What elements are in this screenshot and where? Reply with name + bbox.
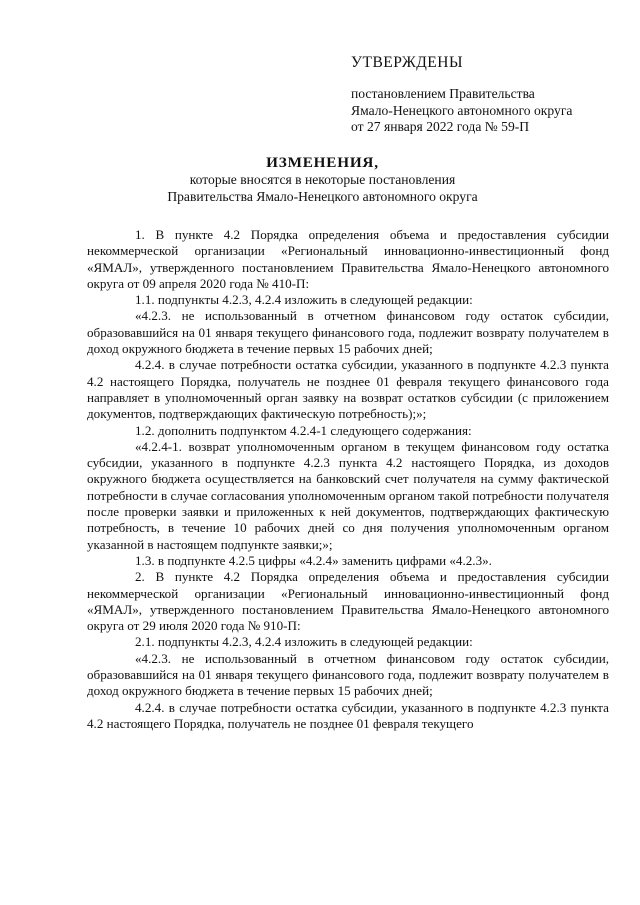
- document-subtitle-line: Правительства Ямало-Ненецкого автономного округа: [167, 188, 478, 204]
- approval-line: постановлением Правительства: [351, 86, 535, 101]
- paragraph: 4.2.4. в случае потребности остатка субсидии, указанного в подпункте 4.2.3 пункта 4.2 настоящего Порядка, получатель не позднее 01 февраля текущего: [87, 699, 609, 731]
- paragraph: «4.2.3. не использованный в отчетном финансовом году остаток субсидии, образовавшийся на 01 января текущего финансового года, подлежит возврату получателем в доход окружного бюджета в течение первых 15 рабочих дней;: [87, 308, 609, 357]
- document-title: ИЗМЕНЕНИЯ,: [266, 154, 379, 171]
- approval-line: Ямало-Ненецкого автономного округа: [351, 102, 573, 118]
- paragraph: 1. В пункте 4.2 Порядка определения объема и предоставления субсидии некоммерческой организации «Региональный инновационно-инвестиционный фонд «ЯМАЛ», утвержденного постановлением Правительства Ямало-Ненецкого автономного округа от 09 апреля 2020 года № 410-П:: [87, 227, 609, 291]
- paragraph: 1.2. дополнить подпунктом 4.2.4-1 следующего содержания:: [135, 422, 472, 438]
- approval-heading: УТВЕРЖДЕНЫ: [351, 54, 463, 71]
- paragraph: 2.1. подпункты 4.2.3, 4.2.4 изложить в следующей редакции:: [135, 634, 473, 650]
- approval-line: от 27 января 2022 года № 59-П: [351, 119, 530, 134]
- paragraph: 1.3. в подпункте 4.2.5 цифры «4.2.4» заменить цифрами «4.2.3».: [135, 552, 492, 568]
- document-title-block: [80, 154, 565, 205]
- paragraph: 1.1. подпункты 4.2.3, 4.2.4 изложить в следующей редакции:: [135, 292, 473, 308]
- document-body: [87, 227, 609, 732]
- document-subtitle-line: которые вносятся в некоторые постановления: [189, 172, 456, 187]
- approval-stamp: [351, 54, 631, 136]
- paragraph: 4.2.4. в случае потребности остатка субсидии, указанного в подпункте 4.2.3 пункта 4.2 настоящего Порядка, получатель не позднее 01 февраля текущего финансового года направляет в уполномоченный орган заявку на возврат остатков субсидии (с приложением документов, подтверждающих фактическую потребность);»;: [87, 357, 609, 422]
- paragraph: «4.2.4-1. возврат уполномоченным органом в текущем финансовом году остатка субсидии, указанного в подпункте 4.2.3 пункта 4.2 настоящего Порядка, из доходов окружного бюджета осуществляется на банковский счет получателя на сумму фактической потребности в случае согласования уполномоченным органом такой потребности получателя после проверки заявки и приложенных к ней документов, подтверждающих фактическую потребность, в течение 10 рабочих дней со дня получения уполномоченным органом указанной в настоящем подпункте заявки;»;: [87, 438, 609, 552]
- paragraph: «4.2.3. не использованный в отчетном финансовом году остаток субсидии, образовавшийся на 01 января текущего финансового года, подлежит возврату получателем в доход окружного бюджета в течение первых 15 рабочих дней;: [87, 650, 609, 699]
- paragraph: 2. В пункте 4.2 Порядка определения объема и предоставления субсидии некоммерческой организации «Региональный инновационно-инвестиционный фонд «ЯМАЛ», утвержденного постановлением Правительства Ямало-Ненецкого автономного округа от 29 июля 2020 года № 910-П:: [87, 569, 609, 634]
